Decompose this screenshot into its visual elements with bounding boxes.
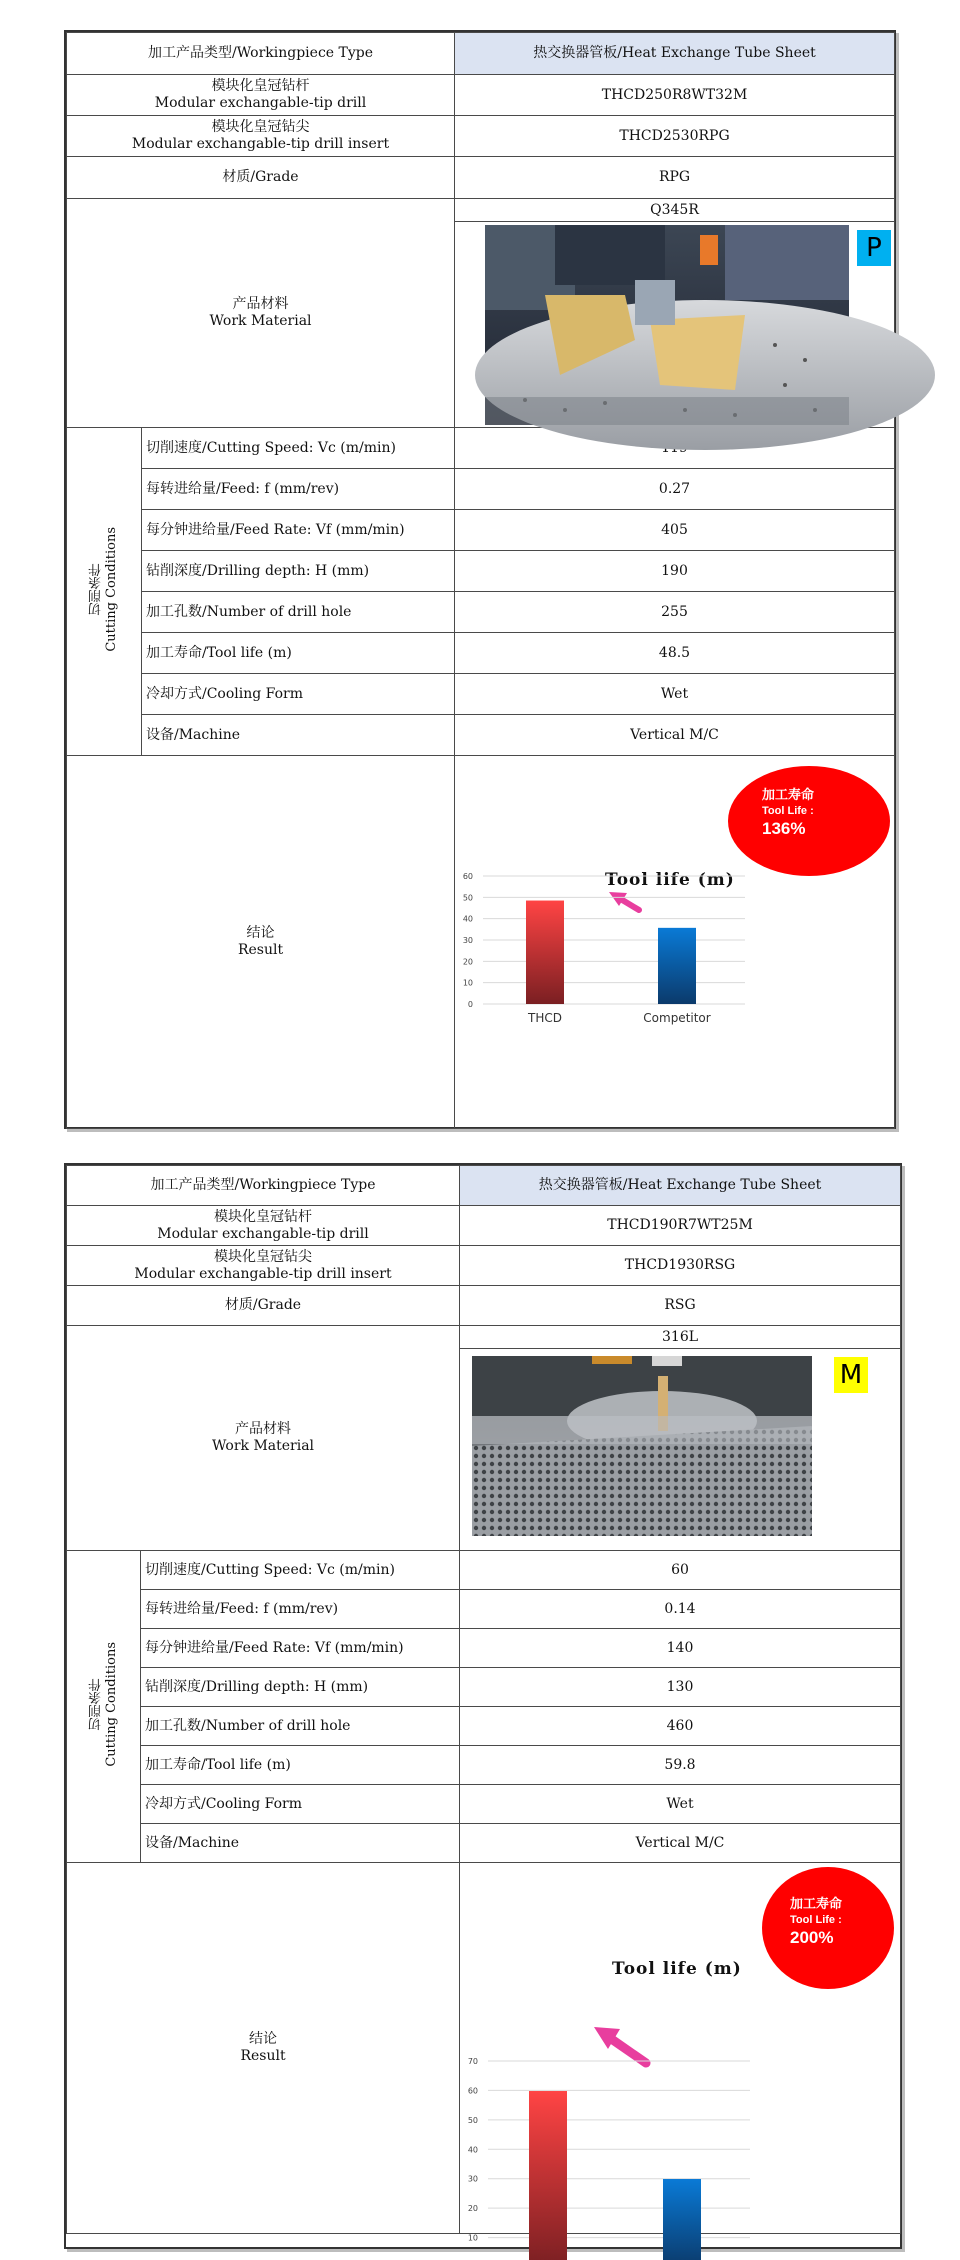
y-tick-label: 20 bbox=[467, 2204, 479, 2214]
condition-value: 190 bbox=[455, 551, 895, 592]
material-value: Q345R bbox=[455, 199, 894, 222]
workpiece-value: 热交换器管板/Heat Exchange Tube Sheet bbox=[460, 1166, 901, 1206]
condition-label: 切削速度/Cutting Speed: Vc (m/min) bbox=[142, 428, 455, 469]
condition-value: 140 bbox=[460, 1629, 901, 1668]
condition-value: 460 bbox=[460, 1707, 901, 1746]
result-label-cn: 结论 bbox=[249, 2031, 277, 2047]
conditions-group-label bbox=[67, 1551, 141, 1863]
condition-label: 加工孔数/Number of drill hole bbox=[141, 1707, 460, 1746]
condition-value: 60 bbox=[460, 1551, 901, 1590]
conditions-group-cn: 切削条件 bbox=[89, 563, 104, 615]
y-tick-label: 30 bbox=[467, 2174, 479, 2184]
result-label bbox=[67, 756, 455, 1129]
drill-label bbox=[67, 75, 455, 116]
insert-value: THCD1930RSG bbox=[460, 1246, 901, 1286]
condition-label: 每转进给量/Feed: f (mm/rev) bbox=[141, 1590, 460, 1629]
tool-life-chart bbox=[460, 1971, 901, 2243]
y-tick-label: 40 bbox=[467, 2145, 479, 2155]
conditions-group-en: Cutting Conditions bbox=[104, 526, 119, 652]
condition-value: 59.8 bbox=[460, 1746, 901, 1785]
material-label-cn: 产品材料 bbox=[235, 1421, 291, 1437]
drill-value: THCD190R7WT25M bbox=[460, 1206, 901, 1246]
bubble-line1: 加工寿命 bbox=[790, 1896, 843, 1911]
tool-life-bubble bbox=[728, 766, 890, 876]
chart-title: Tool life (m) bbox=[612, 1959, 742, 1979]
condition-label: 加工孔数/Number of drill hole bbox=[142, 592, 455, 633]
y-tick-label: 30 bbox=[462, 936, 474, 945]
condition-value: 0.27 bbox=[455, 469, 895, 510]
condition-value: Wet bbox=[460, 1785, 901, 1824]
condition-label: 加工寿命/Tool life (m) bbox=[142, 633, 455, 674]
condition-label: 每分钟进给量/Feed Rate: Vf (mm/min) bbox=[142, 510, 455, 551]
y-tick-label: 70 bbox=[467, 2057, 479, 2066]
condition-value: 255 bbox=[455, 592, 895, 633]
x-tick-label: THCD bbox=[528, 1011, 563, 1025]
y-tick-label: 20 bbox=[462, 957, 474, 967]
workpiece-label: 加工产品类型/Workingpiece Type bbox=[67, 33, 455, 75]
y-tick-label: 10 bbox=[462, 978, 474, 988]
condition-label: 冷却方式/Cooling Form bbox=[141, 1785, 460, 1824]
condition-value: 405 bbox=[455, 510, 895, 551]
y-tick-label: 10 bbox=[467, 2233, 479, 2243]
pink-arrow-icon bbox=[594, 2027, 646, 2063]
conditions-group-text bbox=[89, 527, 119, 652]
spec-sheet-2 bbox=[64, 1163, 902, 2249]
y-tick-label: 50 bbox=[467, 2115, 479, 2125]
insert-label bbox=[67, 1246, 460, 1286]
condition-label: 设备/Machine bbox=[141, 1824, 460, 1863]
bar-thcd bbox=[529, 2091, 567, 2260]
result-label-en: Result bbox=[237, 942, 284, 958]
material-label-en: Work Material bbox=[209, 313, 312, 329]
grade-label: 材质/Grade bbox=[67, 157, 455, 199]
insert-label-en: Modular exchangable-tip drill insert bbox=[131, 136, 390, 152]
condition-value: Vertical M/C bbox=[455, 715, 895, 756]
condition-label: 设备/Machine bbox=[142, 715, 455, 756]
tool-life-chart bbox=[455, 868, 895, 1128]
drill-value: THCD250R8WT32M bbox=[455, 75, 895, 116]
chart-title: Tool life (m) bbox=[605, 870, 735, 890]
material-label-en: Work Material bbox=[211, 1438, 315, 1454]
material-cell bbox=[455, 199, 895, 428]
bar-competitor bbox=[658, 928, 696, 1004]
result-label bbox=[67, 1863, 460, 2234]
y-tick-label: 60 bbox=[462, 872, 474, 881]
material-label bbox=[67, 1326, 460, 1551]
x-tick-label: Competitor bbox=[643, 1011, 711, 1025]
insert-label bbox=[67, 116, 455, 157]
material-cell bbox=[460, 1326, 901, 1551]
workpiece-label: 加工产品类型/Workingpiece Type bbox=[67, 1166, 460, 1206]
insert-label-cn: 模块化皇冠钻尖 bbox=[211, 119, 310, 135]
spec-table-1 bbox=[66, 32, 895, 1129]
condition-label: 切削速度/Cutting Speed: Vc (m/min) bbox=[141, 1551, 460, 1590]
pink-arrow-icon bbox=[609, 892, 639, 910]
condition-label: 冷却方式/Cooling Form bbox=[142, 674, 455, 715]
y-tick-label: 0 bbox=[467, 1000, 474, 1009]
machining-photo bbox=[485, 225, 849, 425]
insert-label-en: Modular exchangable-tip drill insert bbox=[134, 1265, 392, 1282]
y-tick-label: 40 bbox=[462, 914, 474, 924]
result-label-en: Result bbox=[240, 2048, 286, 2064]
y-tick-label: 60 bbox=[467, 2086, 479, 2096]
iso-group-badge: P bbox=[857, 230, 891, 266]
spec-sheet-1 bbox=[64, 30, 896, 1129]
drill-label-cn: 模块化皇冠钻杆 bbox=[211, 78, 310, 94]
bubble-line3: 200% bbox=[790, 1928, 834, 1947]
workpiece-value: 热交换器管板/Heat Exchange Tube Sheet bbox=[455, 33, 895, 75]
condition-value: 48.5 bbox=[455, 633, 895, 674]
condition-value: 0.14 bbox=[460, 1590, 901, 1629]
condition-value: 130 bbox=[460, 1668, 901, 1707]
drill-label-en: Modular exchangable-tip drill bbox=[157, 1225, 369, 1242]
bubble-line3: 136% bbox=[762, 819, 806, 838]
condition-label: 每分钟进给量/Feed Rate: Vf (mm/min) bbox=[141, 1629, 460, 1668]
bar-competitor bbox=[663, 2179, 701, 2260]
conditions-group-en: Cutting Conditions bbox=[103, 1641, 119, 1767]
y-tick-label: 50 bbox=[462, 893, 474, 903]
drill-label bbox=[67, 1206, 460, 1246]
result-cell bbox=[455, 756, 895, 1129]
machining-photo bbox=[472, 1356, 812, 1536]
condition-label: 加工寿命/Tool life (m) bbox=[141, 1746, 460, 1785]
conditions-group-text bbox=[89, 1642, 119, 1767]
bubble-line2: Tool Life : bbox=[762, 805, 814, 817]
iso-group-badge: M bbox=[834, 1357, 868, 1393]
condition-value: Vertical M/C bbox=[460, 1824, 901, 1863]
material-value: 316L bbox=[460, 1326, 900, 1349]
condition-label: 钻削深度/Drilling depth: H (mm) bbox=[141, 1668, 460, 1707]
condition-value: Wet bbox=[455, 674, 895, 715]
grade-value: RPG bbox=[455, 157, 895, 199]
conditions-group-label bbox=[67, 428, 142, 756]
spec-table-2 bbox=[66, 1165, 901, 2243]
result-cell bbox=[460, 1863, 901, 2243]
bubble-line1: 加工寿命 bbox=[762, 787, 815, 802]
insert-label-cn: 模块化皇冠钻尖 bbox=[214, 1248, 312, 1265]
bar-thcd bbox=[526, 901, 564, 1004]
grade-value: RSG bbox=[460, 1286, 901, 1326]
grade-label: 材质/Grade bbox=[67, 1286, 460, 1326]
material-label-cn: 产品材料 bbox=[232, 296, 289, 312]
bubble-line2: Tool Life : bbox=[790, 1914, 842, 1926]
condition-label: 每转进给量/Feed: f (mm/rev) bbox=[142, 469, 455, 510]
drill-label-cn: 模块化皇冠钻杆 bbox=[214, 1208, 312, 1225]
condition-label: 钻削深度/Drilling depth: H (mm) bbox=[142, 551, 455, 592]
result-label-cn: 结论 bbox=[246, 925, 275, 941]
insert-value: THCD2530RPG bbox=[455, 116, 895, 157]
drill-label-en: Modular exchangable-tip drill bbox=[154, 95, 367, 111]
conditions-group-cn: 切削条件 bbox=[88, 1678, 104, 1730]
material-label bbox=[67, 199, 455, 428]
